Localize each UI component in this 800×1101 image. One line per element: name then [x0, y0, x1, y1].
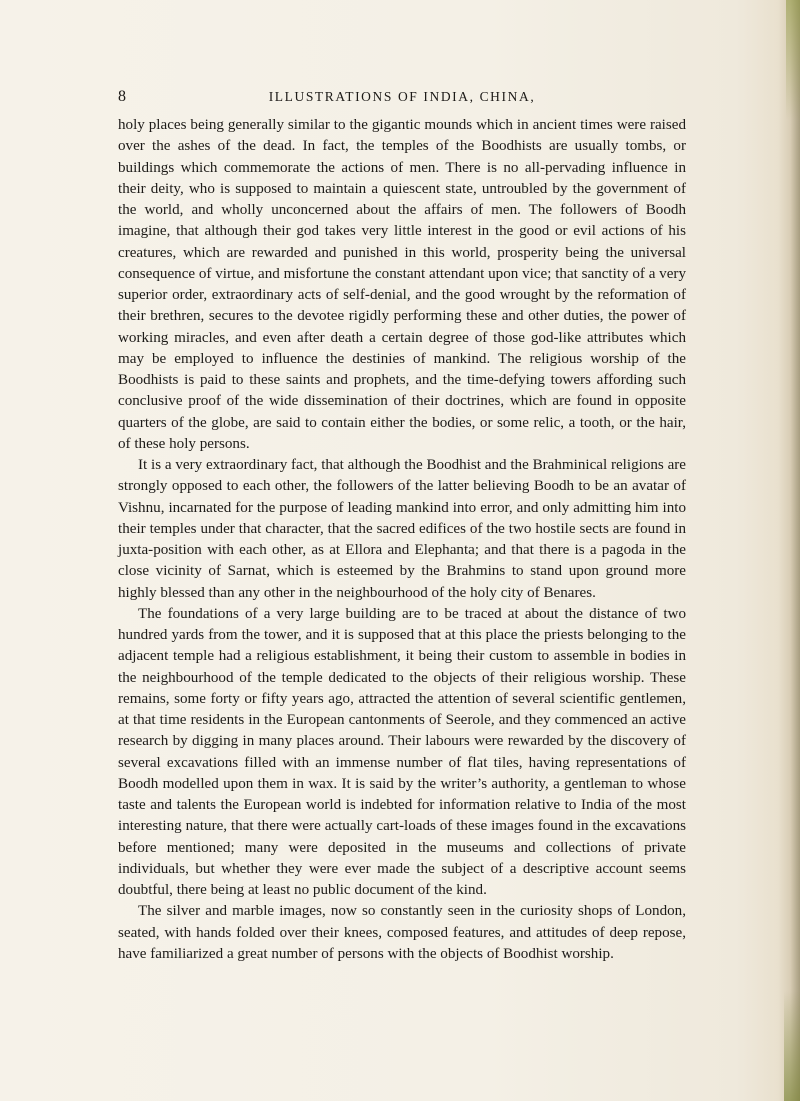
page-edge-shadow [778, 0, 800, 1101]
running-title: ILLUSTRATIONS OF INDIA, CHINA, [268, 89, 536, 104]
body-text [118, 115, 686, 965]
paragraph-2: It is a very extraordinary fact, that although the Boodhist and the Brahminical religions are strongly opposed to each other, the followers of the latter believing Boodh to be an avatar of Vishnu, incarnated for the purpose of leading mankind into error, and only admitting him into their temples under that character, that the sacred edifices of the two hostile sects are found in juxta-position with each other, as at Ellora and Elephanta; and that there is a pagoda in the close vicinity of Sarnat, which is esteemed by the Brahmins to stand upon ground more highly blessed than any other in the neighbourhood of the holy city of Benares. [118, 457, 686, 601]
paragraph-3: The foundations of a very large building are to be traced at about the distance of two hundred yards from the tower, and it is supposed that at this place the priests belonging to the adjacent temple had a religious establishment, it being their custom to assemble in bodies in the neighbourhood of the temple dedicated to the objects of their religious worship. These remains, some forty or fifty years ago, attracted the attention of several scientific gentlemen, at that time residents in the European cantonments of Seerole, and they commenced an active research by digging in many places around. Their labours were rewarded by the discovery of several excavations filled with an immense number of flat tiles, having representations of Boodh modelled upon them in wax. It is said by the writer’s authority, a gentleman to whose taste and talents the European world is indebted for information relative to India of the most interesting nature, that there were actually cart-loads of these images found in the excavations before mentioned; many were deposited in the museums and collections of private individuals, but whether they were ever made the subject of a descriptive account seems doubtful, there being at least no public document of the kind. [118, 605, 686, 898]
page-edge-stain-top [786, 0, 800, 120]
page-edge-stain-bottom [784, 991, 800, 1101]
page-header [118, 88, 686, 112]
paragraph-4: The silver and marble images, now so constantly seen in the curiosity shops of London, seated, with hands folded over their knees, composed features, and attitudes of deep repose, have familiarized a great number of persons with the objects of Boodhist worship. [118, 903, 686, 962]
paragraph-1: holy places being generally similar to the gigantic mounds which in ancient times were raised over the ashes of the dead. In fact, the temples of the Boodhists are usually tombs, or buildings which commemorate the actions of men. There is no all-pervading influence in their deity, who is supposed to maintain a quiescent state, untroubled by the government of the world, and wholly unconcerned about the affairs of men. The followers of Boodh imagine, that although their god takes very little interest in the good or evil actions of his creatures, which are rewarded and punished in this world, prosperity being the universal consequence of virtue, and misfortune the constant attendant upon vice; that sanctity of a very superior order, extraordinary acts of self-denial, and the good wrought by the reformation of their brethren, secures to the devotee rigidly performing these and other duties, the power of working miracles, and even after death a certain degree of those god-like attributes which may be employed to influence the destinies of mankind. The religious worship of the Boodhists is paid to these saints and prophets, and the time-defying towers affording such conclusive proof of the wide dissemination of their doctrines, which are found in opposite quarters of the globe, are said to contain either the bodies, or some relic, a tooth, or the hair, of these holy persons. [118, 117, 686, 452]
page-number: 8 [118, 88, 127, 105]
